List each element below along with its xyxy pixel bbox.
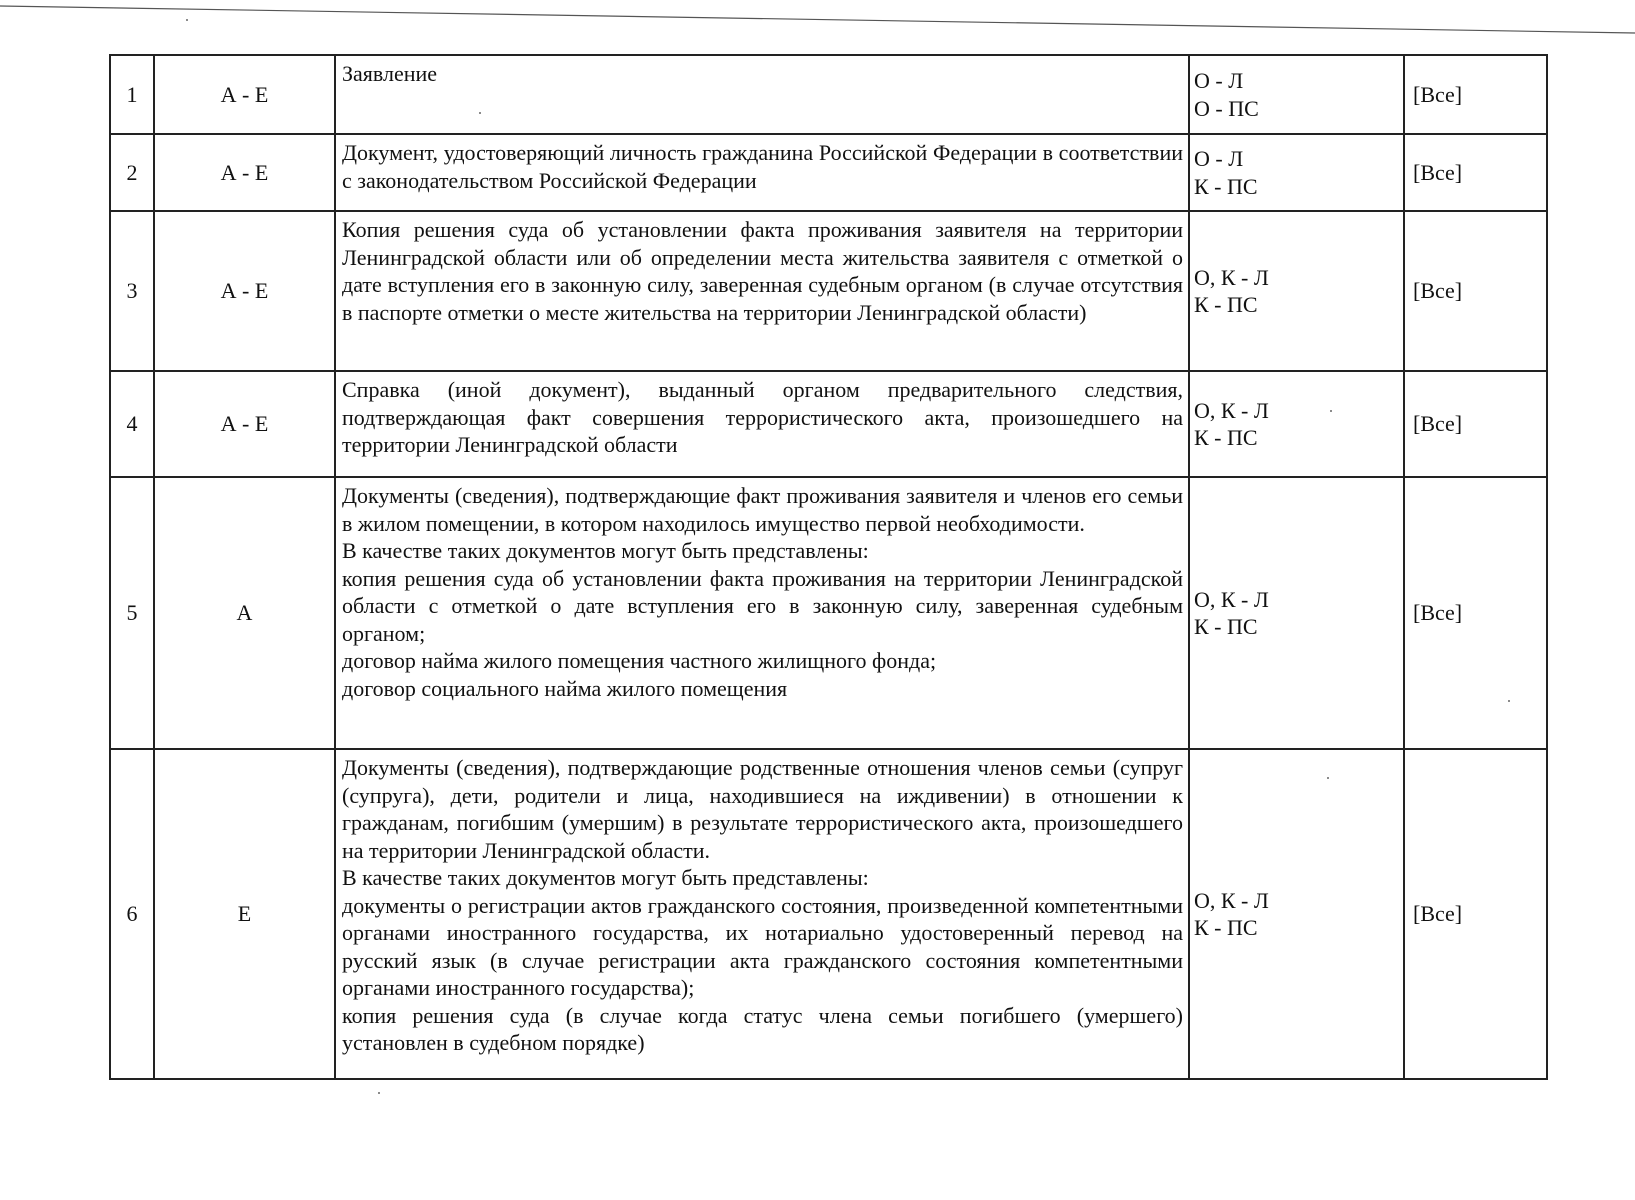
scan-speck — [186, 19, 188, 21]
document-text: договор социального найма жилого помещения — [342, 675, 788, 701]
document-text: Документы (сведения), подтверждающие родственные отношения членов семьи (супруг (супруга), дети, родители и лица, находившиеся на иждивении) в отношении к гражданам, погибшим (умершим) в результате террористического акта, произошедшего на территории Ленинградской области. — [342, 755, 1183, 863]
document-cell — [335, 477, 1189, 749]
table-row — [110, 134, 1547, 211]
scan-speck — [479, 112, 481, 114]
row-number: 5 — [110, 477, 154, 749]
form-line: О - Л — [1194, 68, 1244, 93]
row-number: 2 — [110, 134, 154, 211]
table-row — [110, 749, 1547, 1079]
table-row — [110, 477, 1547, 749]
document-text: Копия решения суда об установлении факта проживания заявителя на территории Ленинградской области или об определении места жительства заявителя с отметкой о дате вступления его в законную силу, заверенная судебным органом (в случае отсутствия в паспорте отметки о месте жительства на территории Ленинградской области) — [342, 217, 1183, 325]
row-number: 4 — [110, 371, 154, 477]
recipients-cell: [Все] — [1404, 211, 1547, 371]
document-text: Заявление — [342, 61, 438, 86]
form-line: О - ПС — [1194, 95, 1259, 121]
document-cell — [335, 211, 1189, 371]
recipients-cell: [Все] — [1404, 371, 1547, 477]
form-line: О, К - Л — [1194, 397, 1269, 423]
documents-table-body — [110, 55, 1547, 1079]
document-text: документы о регистрации актов гражданского состояния, произведенной компетентными органами иностранного государства, их нотариально удостоверенный перевод на русский язык (в случае регистрации акта гражданского состояния компетентными органами иностранного государства); — [342, 892, 1183, 1000]
document-cell — [335, 134, 1189, 211]
recipients-cell: [Все] — [1404, 749, 1547, 1079]
document-text: Документы (сведения), подтверждающие факт проживания заявителя и членов его семьи в жилом помещении, в котором находилось имущество первой необходимости. — [342, 483, 1183, 536]
document-text: договор найма жилого помещения частного жилищного фонда; — [342, 648, 937, 673]
document-text: В качестве таких документов могут быть представлены: — [342, 865, 869, 890]
row-number: 6 — [110, 749, 154, 1079]
scan-speck — [1508, 700, 1510, 702]
scan-speck — [1327, 777, 1329, 779]
form-line: К - ПС — [1194, 425, 1258, 450]
document-text: Документ, удостоверяющий личность гражданина Российской Федерации в соответствии с законодательством Российской Федерации — [342, 140, 1183, 193]
category-cell: Е — [154, 749, 335, 1079]
form-cell — [1189, 134, 1404, 211]
form-line: К - ПС — [1194, 173, 1258, 199]
document-cell — [335, 55, 1189, 134]
table-row — [110, 211, 1547, 371]
category-cell: А - Е — [154, 211, 335, 371]
form-cell — [1189, 477, 1404, 749]
documents-table — [109, 54, 1548, 1080]
category-cell: А — [154, 477, 335, 749]
table-row — [110, 371, 1547, 477]
category-cell: А - Е — [154, 371, 335, 477]
recipients-cell: [Все] — [1404, 477, 1547, 749]
recipients-cell: [Все] — [1404, 134, 1547, 211]
form-line: О - Л — [1194, 146, 1244, 171]
form-cell — [1189, 371, 1404, 477]
document-text: В качестве таких документов могут быть представлены: — [342, 538, 869, 563]
category-cell: А - Е — [154, 134, 335, 211]
form-cell — [1189, 55, 1404, 134]
document-text: копия решения суда об установлении факта проживания на территории Ленинградской области с отметкой о дате вступления его в законную силу, заверенная судебным органом; — [342, 565, 1183, 646]
form-line: О, К - Л — [1194, 264, 1269, 290]
table-row — [110, 55, 1547, 134]
form-cell — [1189, 749, 1404, 1079]
form-line: К - ПС — [1194, 915, 1258, 940]
form-cell — [1189, 211, 1404, 371]
document-text: копия решения суда (в случае когда статус члена семьи погибшего (умершего) установлен в судебном порядке) — [342, 1002, 1183, 1055]
document-cell — [335, 371, 1189, 477]
row-number: 1 — [110, 55, 154, 134]
form-line: О, К - Л — [1194, 887, 1269, 913]
category-cell: А - Е — [154, 55, 335, 134]
scan-edge-line — [0, 0, 1635, 40]
form-line: К - ПС — [1194, 292, 1258, 317]
form-line: К - ПС — [1194, 614, 1258, 639]
form-line: О, К - Л — [1194, 586, 1269, 612]
scan-speck — [378, 1092, 380, 1094]
recipients-cell: [Все] — [1404, 55, 1547, 134]
row-number: 3 — [110, 211, 154, 371]
document-cell — [335, 749, 1189, 1079]
document-text: Справка (иной документ), выданный органом предварительного следствия, подтверждающая факт совершения террористического акта, произошедшего на территории Ленинградской области — [342, 377, 1183, 457]
scan-speck — [1330, 410, 1332, 412]
